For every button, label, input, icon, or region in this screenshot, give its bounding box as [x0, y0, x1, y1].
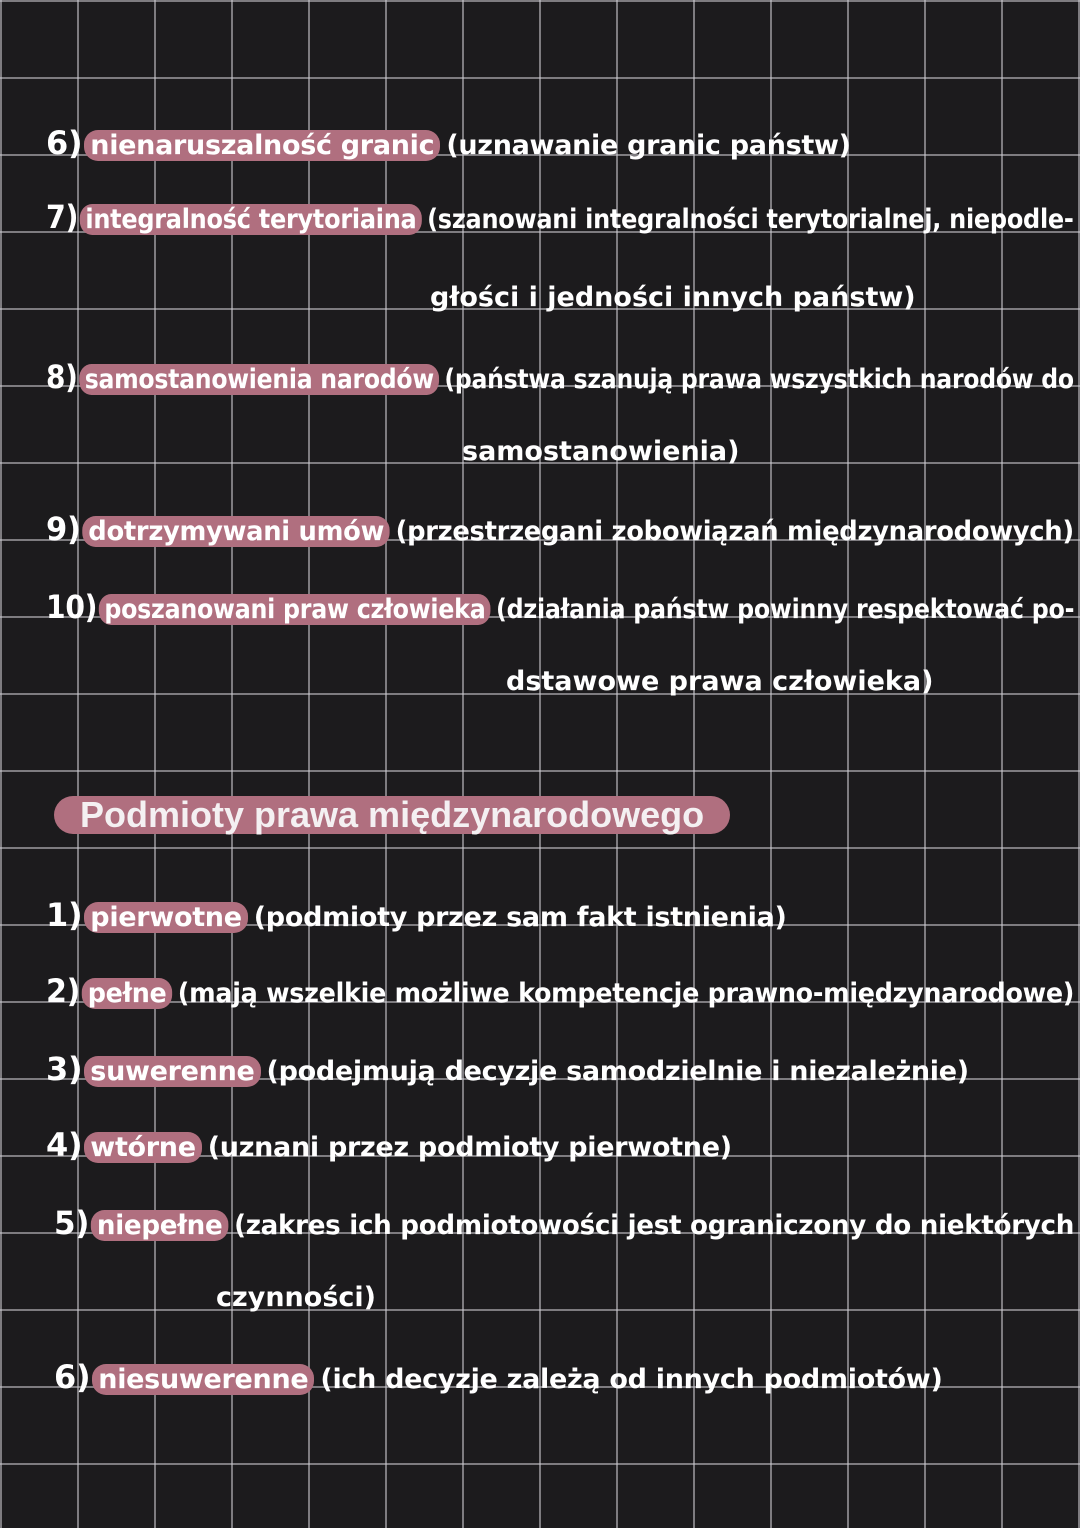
item-description-continued: samostanowienia) — [462, 436, 740, 467]
item-description-continued: czynności) — [216, 1282, 376, 1313]
highlighted-term: niepełne — [91, 1210, 228, 1241]
list-item — [46, 972, 1074, 1010]
item-number: 6) — [54, 1358, 91, 1396]
highlighted-term: dotrzymywani umów — [83, 516, 390, 547]
item-description: (przestrzegani zobowiązań międzynarodowych) — [395, 516, 1074, 547]
list-item — [54, 1358, 943, 1396]
item-number: 4) — [46, 1126, 83, 1164]
list-item — [46, 1126, 732, 1164]
item-description: (uznawanie granic państw) — [446, 130, 851, 161]
item-number: 3) — [46, 1050, 83, 1088]
item-number: 5) — [54, 1204, 90, 1242]
highlighted-term: poszanowani praw człowieka — [99, 594, 491, 625]
item-number: 7) — [46, 198, 79, 236]
highlighted-term: samostanowienia narodów — [79, 364, 439, 395]
highlighted-term: nienaruszalność granic — [84, 130, 440, 161]
item-number: 9) — [46, 510, 81, 548]
item-description: (państwa szanują prawa wszystkich narodów do — [444, 364, 1074, 395]
highlighted-term: pierwotne — [84, 902, 247, 933]
list-item — [54, 1204, 1074, 1242]
item-description: (ich decyzje zależą od innych podmiotów) — [320, 1364, 943, 1395]
list-item — [46, 198, 1074, 236]
highlighted-term: niesuwerenne — [92, 1364, 314, 1395]
item-description: (zakres ich podmiotowości jest ograniczony do niektórych — [234, 1210, 1075, 1241]
list-item — [46, 1050, 969, 1088]
item-description: (mają wszelkie możliwe kompetencje prawno-międzynarodowe) — [177, 978, 1075, 1009]
highlighted-term: integralność terytoriaina — [80, 204, 422, 235]
highlighted-term: wtórne — [84, 1132, 201, 1163]
item-number: 2) — [46, 972, 81, 1010]
item-description: (podejmują decyzje samodzielnie i niezależnie) — [266, 1056, 969, 1087]
list-item — [46, 896, 787, 934]
item-description-continued: dstawowe prawa człowieka) — [506, 666, 934, 697]
item-description: (uznani przez podmioty pierwotne) — [207, 1132, 732, 1163]
item-number: 10) — [46, 588, 98, 626]
item-description: (podmioty przez sam fakt istnienia) — [253, 902, 787, 933]
list-item — [46, 358, 1074, 396]
highlighted-term: suwerenne — [84, 1056, 260, 1087]
list-item — [46, 124, 851, 162]
item-description-continued: głości i jedności innych państw) — [430, 282, 916, 313]
item-description: (szanowani integralności terytorialnej, niepodle- — [427, 204, 1074, 235]
item-description: (działania państw powinny respektować po- — [496, 594, 1075, 625]
list-item — [46, 588, 1074, 626]
item-number: 1) — [46, 896, 83, 934]
item-number: 6) — [46, 124, 83, 162]
highlighted-term: pełne — [82, 978, 172, 1009]
section-heading: Podmioty prawa międzynarodowego — [54, 796, 730, 834]
list-item — [46, 510, 1074, 548]
item-number: 8) — [46, 358, 78, 396]
